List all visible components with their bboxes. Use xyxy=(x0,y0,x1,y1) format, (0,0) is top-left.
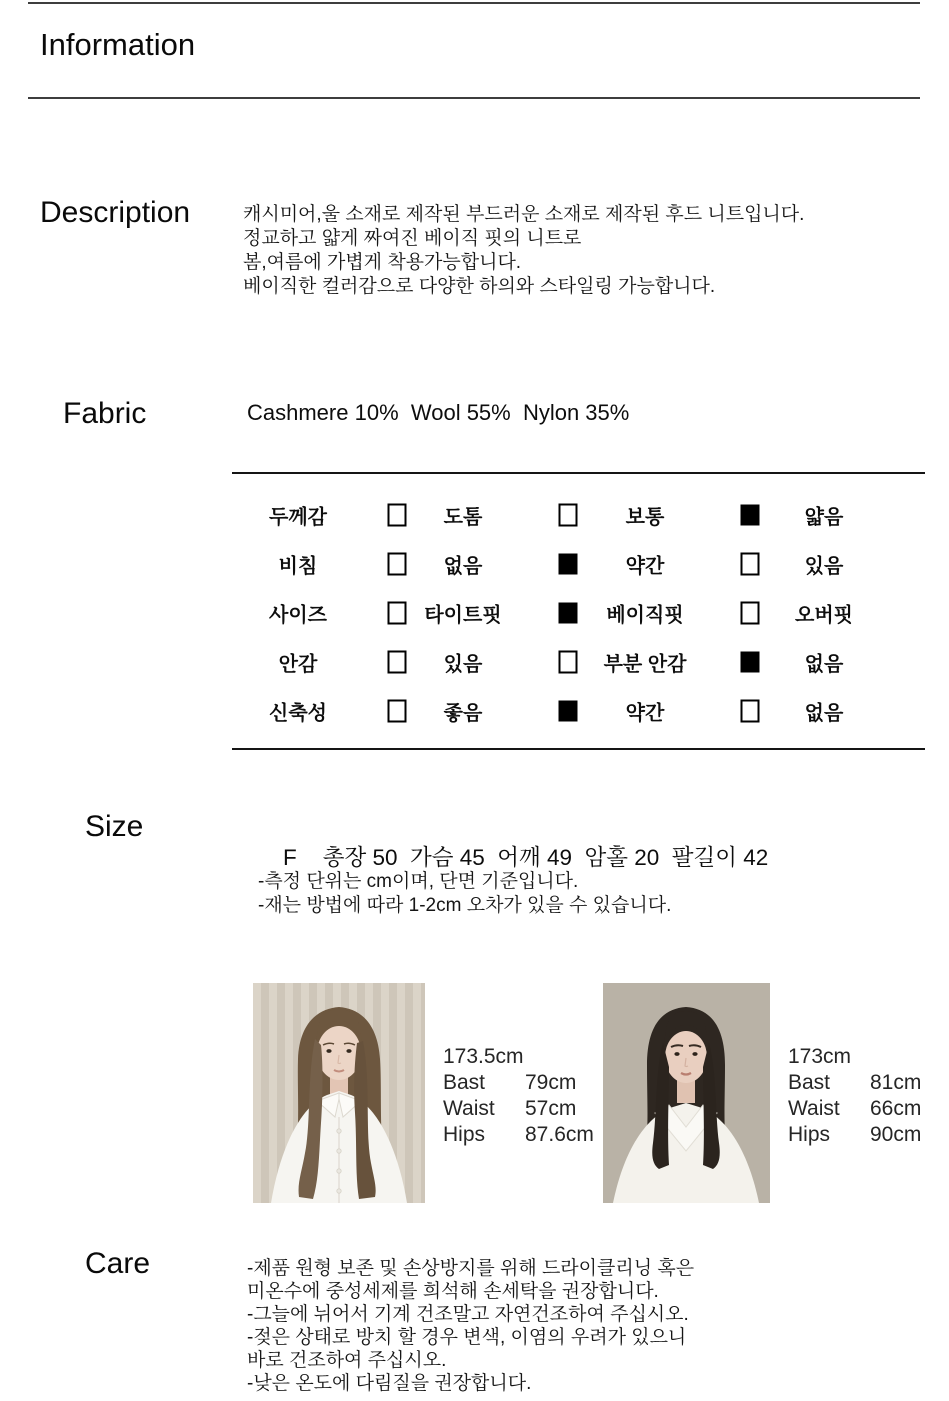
model-photo-1 xyxy=(253,983,425,1203)
model-1-illustration xyxy=(253,983,425,1203)
checkbox-icon xyxy=(559,602,578,623)
checkbox-icon xyxy=(388,503,407,526)
size-notes xyxy=(258,870,671,918)
spec-option-label: 타이트핏 xyxy=(424,604,502,626)
fabric-composition: Cashmere 10% Wool 55% Nylon 35% xyxy=(247,400,630,425)
model-height: 173cm xyxy=(788,1045,852,1068)
measure-row xyxy=(788,1070,921,1096)
checkbox-icon xyxy=(559,503,578,526)
measure-value: 90cm xyxy=(870,1123,922,1146)
spec-table-top-divider xyxy=(232,472,925,474)
spec-row-label: 신축성 xyxy=(269,702,327,724)
model-2-illustration xyxy=(603,983,770,1203)
spec-row-sheerness xyxy=(232,539,925,588)
checkbox-icon xyxy=(388,650,407,673)
measure-value: 57cm xyxy=(525,1097,577,1120)
checkbox-icon xyxy=(741,504,760,525)
care-line: -그늘에 뉘어서 기계 건조말고 자연건조하여 주십시오. xyxy=(247,1304,689,1325)
measure-label: Waist xyxy=(443,1097,495,1120)
care-text xyxy=(247,1257,694,1395)
care-line: 바로 건조하여 주십시오. xyxy=(247,1350,447,1371)
spec-option-label: 보통 xyxy=(625,506,665,528)
checkbox-icon xyxy=(559,650,578,673)
checkbox-icon xyxy=(388,699,407,722)
measure-label: Hips xyxy=(788,1123,831,1146)
checkbox-icon xyxy=(559,700,578,721)
spec-row-label: 안감 xyxy=(278,653,318,675)
spec-option-label: 없음 xyxy=(804,702,844,724)
measure-label: Bast xyxy=(788,1071,831,1094)
spec-row-size-fit xyxy=(232,588,925,637)
spec-row-thickness xyxy=(232,490,925,539)
description-line: 정교하고 얇게 짜여진 베이직 핏의 니트로 xyxy=(243,228,582,249)
size-heading: Size xyxy=(85,810,144,843)
measure-value: 87.6cm xyxy=(525,1123,594,1146)
care-line: -젖은 상태로 방치 할 경우 변색, 이염의 우려가 있으니 xyxy=(247,1327,687,1348)
description-line: 베이직한 컬러감으로 다양한 하의와 스타일링 가능합니다. xyxy=(243,276,716,297)
care-line: 미온수에 중성세제를 희석해 손세탁을 권장합니다. xyxy=(247,1281,659,1302)
spec-row-label: 두께감 xyxy=(269,506,327,528)
checkbox-icon xyxy=(559,553,578,574)
measure-row xyxy=(443,1070,594,1096)
measure-label: Waist xyxy=(788,1097,840,1120)
header-divider xyxy=(28,97,920,99)
measure-row xyxy=(443,1122,594,1148)
description-text xyxy=(243,203,804,299)
care-line: -낮은 온도에 다림질을 권장합니다. xyxy=(247,1373,532,1394)
model-2-measurements xyxy=(788,1044,921,1148)
spec-option-label: 없음 xyxy=(443,555,483,577)
page-title: Information xyxy=(40,27,196,62)
measure-label: Hips xyxy=(443,1123,486,1146)
measure-row xyxy=(788,1122,921,1148)
fabric-heading: Fabric xyxy=(63,397,147,430)
checkbox-icon xyxy=(741,699,760,722)
spec-row-stretch xyxy=(232,686,925,735)
size-note-line: -재는 방법에 따라 1-2cm 오차가 있을 수 있습니다. xyxy=(258,895,672,916)
care-line: -제품 원형 보존 및 손상방지를 위해 드라이클리닝 혹은 xyxy=(247,1258,695,1279)
checkbox-icon xyxy=(741,601,760,624)
spec-option-label: 부분 안감 xyxy=(603,653,687,675)
care-heading: Care xyxy=(85,1247,151,1280)
measure-row xyxy=(788,1096,921,1122)
spec-option-label: 있음 xyxy=(804,555,844,577)
checkbox-icon xyxy=(741,552,760,575)
top-divider xyxy=(28,2,920,4)
checkbox-icon xyxy=(388,552,407,575)
spec-row-label: 사이즈 xyxy=(269,604,327,626)
spec-option-label: 좋음 xyxy=(443,702,483,724)
measure-value: 79cm xyxy=(525,1071,577,1094)
spec-option-label: 약간 xyxy=(625,702,665,724)
measure-label: Bast xyxy=(443,1071,486,1094)
spec-option-label: 베이직핏 xyxy=(606,604,684,626)
spec-option-label: 도톰 xyxy=(443,506,483,528)
description-line: 캐시미어,울 소재로 제작된 부드러운 소재로 제작된 후드 니트입니다. xyxy=(243,204,805,225)
size-measurements: 총장 50 가슴 45 어깨 49 암홀 20 팔길이 42 xyxy=(322,845,769,870)
measure-value: 81cm xyxy=(870,1071,922,1094)
spec-row-lining xyxy=(232,637,925,686)
model-1-measurements xyxy=(443,1044,594,1148)
spec-option-label: 없음 xyxy=(804,653,844,675)
measure-value: 66cm xyxy=(870,1097,922,1120)
description-line: 봄,여름에 가볍게 착용가능합니다. xyxy=(243,252,522,273)
checkbox-icon xyxy=(741,651,760,672)
measure-row xyxy=(443,1096,594,1122)
description-heading: Description xyxy=(40,196,191,229)
size-note-line: -측정 단위는 cm이며, 단면 기준입니다. xyxy=(258,871,579,892)
spec-option-label: 약간 xyxy=(625,555,665,577)
size-label: F xyxy=(283,845,297,870)
spec-row-label: 비침 xyxy=(278,555,318,577)
spec-table xyxy=(232,490,925,735)
spec-table-bottom-divider xyxy=(232,748,925,750)
checkbox-icon xyxy=(388,601,407,624)
model-height: 173.5cm xyxy=(443,1045,524,1068)
spec-option-label: 있음 xyxy=(443,653,483,675)
spec-option-label: 얇음 xyxy=(804,506,844,528)
spec-option-label: 오버핏 xyxy=(795,604,853,626)
model-photo-2 xyxy=(603,983,770,1203)
